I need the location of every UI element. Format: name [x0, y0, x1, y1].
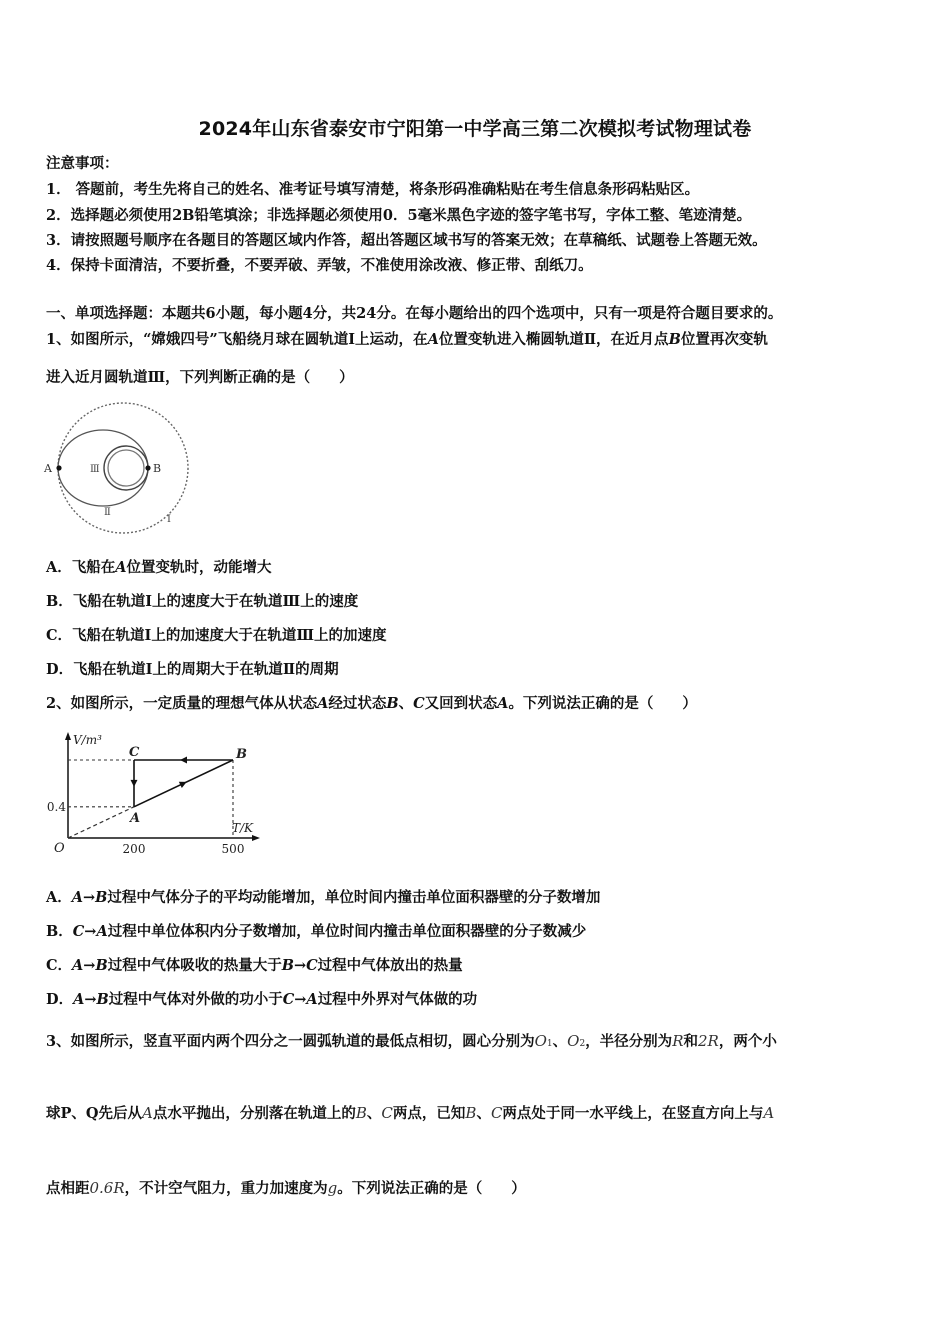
q1-stem-line2: 进入近月圆轨道Ⅲ，下列判断正确的是（ ） [46, 369, 354, 386]
q3-o1 [535, 1032, 553, 1050]
q2-option-b[interactable] [46, 920, 586, 941]
label-a: A [44, 462, 52, 475]
q2-opt-d-rest2: 过程中外界对气体做的功 [317, 991, 478, 1008]
label-iii: Ⅲ [90, 464, 100, 475]
q3-text-3c: 。下列说法正确的是（ ） [337, 1180, 526, 1197]
notice-item-4: 4．保持卡面清洁，不要折叠，不要弄破、弄皱，不准使用涂改液、修正带、刮纸刀。 [46, 257, 593, 274]
q3-text-2c: 两点，已知 [392, 1105, 466, 1122]
q2-opt-c-proc2: B→C [281, 957, 318, 974]
q3-o1-sub: 1 [546, 1039, 553, 1049]
q1-option-c[interactable]: C．飞船在轨道Ⅰ上的加速度大于在轨道Ⅲ上的加速度 [46, 627, 387, 644]
q1-option-a[interactable] [46, 556, 272, 577]
label-b: B [153, 462, 162, 475]
q2-var-c: C [413, 695, 425, 712]
q2-text-e: 。下列说法正确的是（ ） [508, 695, 697, 712]
q1-stem-line1 [46, 328, 768, 349]
q2-opt-a-label: A． [46, 889, 72, 906]
q3-text-3b: ，不计空气阻力，重力加速度为 [124, 1180, 328, 1197]
q2-var-b: B [386, 695, 399, 712]
q2-var-a: A [317, 695, 329, 712]
q3-stem-line3 [46, 1177, 526, 1198]
arrow-c-a [131, 780, 138, 787]
q2-opt-d-proc: A→B [73, 991, 109, 1008]
q3-c2: C [490, 1104, 503, 1122]
q2-text-b: 经过状态 [328, 695, 387, 712]
q3-text-2a: 球P、Q先后从 [46, 1105, 143, 1122]
q2-opt-c-rest2: 过程中气体放出的热量 [317, 957, 463, 974]
y-axis-arrow [65, 732, 71, 740]
q3-sep1: 、 [552, 1033, 568, 1050]
q1-var-b: B [668, 331, 681, 348]
q3-r: R [672, 1032, 684, 1050]
q2-opt-b-proc: C→A [72, 923, 108, 940]
q2-opt-c-rest: 过程中气体吸收的热量大于 [107, 957, 282, 974]
q3-b: B [355, 1104, 367, 1122]
q3-o2-sub: 2 [579, 1039, 586, 1049]
q3-text-3a: 点相距 [46, 1180, 90, 1197]
point-label-c: C [129, 745, 140, 760]
origin-label: O [54, 841, 65, 856]
q2-stem [46, 692, 697, 713]
q2-opt-b-rest: 过程中单位体积内分子数增加，单位时间内撞击单位面积器壁的分子数减少 [107, 923, 587, 940]
q2-opt-a-rest: 过程中气体分子的平均动能增加，单位时间内撞击单位面积器壁的分子数增加 [107, 889, 601, 906]
q1-opt-a-text: A．飞船在 [46, 559, 116, 576]
point-b-dot [145, 465, 150, 470]
q1-option-d[interactable]: D．飞船在轨道Ⅰ上的周期大于在轨道Ⅱ的周期 [46, 661, 339, 678]
q2-text-a: 2、如图所示，一定质量的理想气体从状态 [46, 695, 318, 712]
notice-item-1: 1． 答题前，考生先将自己的姓名、准考证号填写清楚，将条形码准确粘贴在考生信息条形码粘贴区。 [46, 181, 700, 198]
x-tick-500: 500 [221, 842, 245, 856]
q3-o2 [567, 1032, 585, 1050]
label-ii: Ⅱ [104, 507, 111, 518]
notice-item-2: 2．选择题必须使用2B铅笔填涂；非选择题必须使用0．5毫米黑色字迹的签字笔书写，字体工整、笔迹清楚。 [46, 207, 752, 224]
q2-opt-b-label: B． [46, 923, 73, 940]
x-axis-arrow [252, 835, 260, 841]
q2-var-a2: A [497, 695, 509, 712]
moon [108, 450, 144, 486]
q3-text-1d: ，两个小 [718, 1033, 777, 1050]
notice-item-3: 3．请按照题号顺序在各题目的答题区域内作答，超出答题区域书写的答案无效；在草稿纸、试题卷上答题无效。 [46, 232, 767, 249]
q3-text-1c: 和 [683, 1033, 698, 1050]
q1-orbit-figure [40, 400, 200, 535]
q2-opt-a-proc: A→B [71, 889, 108, 906]
q2-option-d[interactable] [46, 988, 477, 1009]
q2-text-d: 又回到状态 [424, 695, 498, 712]
q1-opt-a-var: A [115, 559, 127, 576]
x-tick-200: 200 [122, 842, 146, 856]
q2-option-a[interactable] [46, 886, 600, 907]
q3-text-2d: 两点处于同一水平线上，在竖直方向上与 [502, 1105, 764, 1122]
orbit-ii [58, 430, 148, 506]
arrow-b-c [180, 757, 187, 764]
q3-o2-letter: O [567, 1032, 580, 1050]
q3-2r: 2R [697, 1032, 719, 1050]
q2-opt-d-proc2: C→A [282, 991, 318, 1008]
q3-o1-letter: O [534, 1032, 547, 1050]
q2-vt-chart [40, 728, 270, 863]
q3-a2: A [763, 1104, 775, 1122]
q3-c: C [381, 1104, 393, 1122]
q1-opt-a-rest: 位置变轨时，动能增大 [126, 559, 272, 576]
q1-text-b: 位置变轨进入椭圆轨道Ⅱ，在近月点 [438, 331, 669, 348]
notice-heading: 注意事项： [46, 155, 119, 172]
x-axis-label: T/K [232, 821, 254, 835]
q3-g: g [327, 1179, 338, 1197]
q3-text-1a: 3、如图所示，竖直平面内两个四分之一圆弧轨道的最低点相切，圆心分别为 [46, 1033, 535, 1050]
q3-stem-line2 [46, 1102, 774, 1123]
q1-text-c: 位置再次变轨 [680, 331, 768, 348]
q1-text-a: 1、如图所示，“嫦娥四号”飞船绕月球在圆轨道Ⅰ上运动，在 [46, 331, 428, 348]
section-heading: 一、单项选择题：本题共6小题，每小题4分，共24分。在每小题给出的四个选项中，只有一项是符合题目要求的。 [46, 305, 783, 322]
y-tick-0-4: 0.4 [46, 799, 66, 814]
q2-opt-d-label: D． [46, 991, 74, 1008]
q3-b2: B [465, 1104, 477, 1122]
origin-dashed-line [68, 807, 134, 838]
q3-text-1b: ，半径分别为 [585, 1033, 673, 1050]
q3-stem-line1 [46, 1030, 777, 1051]
point-a-dot [56, 465, 61, 470]
q2-text-c: 、 [398, 695, 414, 712]
point-label-b: B [236, 747, 247, 762]
q3-text-2b: 点水平抛出，分别落在轨道上的 [152, 1105, 356, 1122]
page-title: 2024年山东省泰安市宁阳第一中学高三第二次模拟考试物理试卷 [198, 118, 752, 140]
q3-dist: 0.6R [89, 1179, 125, 1197]
orbit-iii [104, 446, 148, 490]
q3-sep2: 、 [366, 1105, 382, 1122]
q3-a: A [142, 1104, 153, 1122]
y-axis-label: V/m³ [73, 733, 102, 747]
point-label-a: A [130, 810, 141, 826]
q2-opt-d-rest: 过程中气体对外做的功小于 [108, 991, 283, 1008]
q2-opt-c-proc: A→B [72, 957, 108, 974]
q2-option-c[interactable] [46, 954, 463, 975]
q1-var-a: A [427, 331, 439, 348]
q3-sep3: 、 [476, 1105, 491, 1122]
q2-opt-c-label: C． [46, 957, 73, 974]
label-i: Ⅰ [167, 514, 171, 525]
q1-option-b[interactable]: B．飞船在轨道Ⅰ上的速度大于在轨道Ⅲ上的速度 [46, 593, 359, 610]
